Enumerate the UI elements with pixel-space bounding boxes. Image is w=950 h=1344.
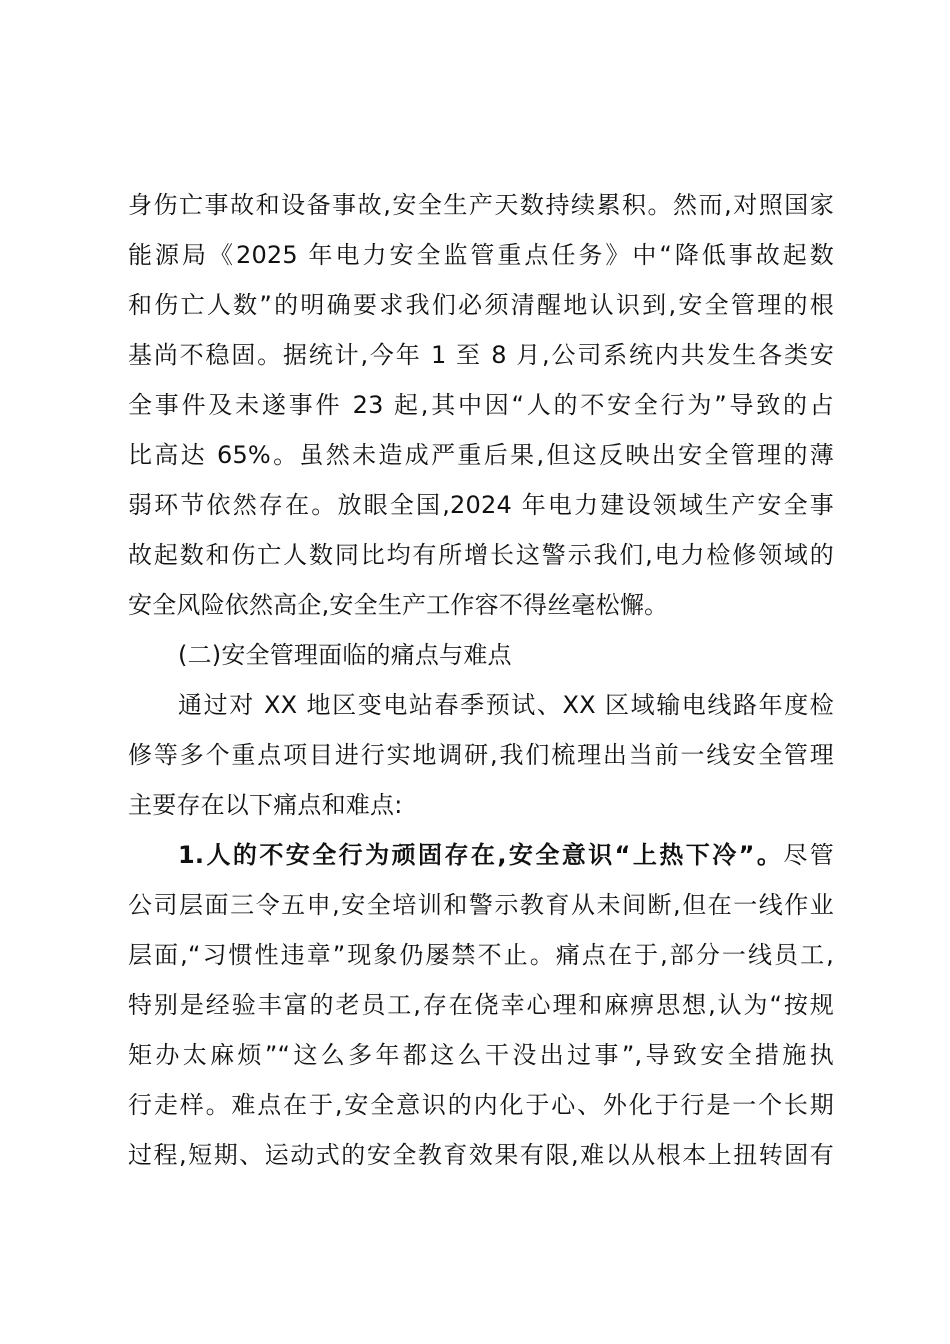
paragraph-1-line-3: 和伤亡人数”的明确要求我们必须清醒地认识到,安全管理的根 xyxy=(128,291,834,319)
point-1-bold-lead: 1.人的不安全行为顽固存在,安全意识“上热下冷”。 xyxy=(178,841,784,869)
point-1-line-7: 过程,短期、运动式的安全教育效果有限,难以从根本上扭转固有 xyxy=(128,1141,834,1169)
section-heading: (二)安全管理面临的痛点与难点 xyxy=(178,641,512,669)
point-1-line-4: 特别是经验丰富的老员工,存在侥幸心理和麻痹思想,认为“按规 xyxy=(128,991,834,1019)
point-1-line-6: 行走样。难点在于,安全意识的内化于心、外化于行是一个长期 xyxy=(128,1091,834,1119)
point-1-first-line-rest: 尽管 xyxy=(783,841,835,869)
paragraph-1-line-6: 比高达 65%。虽然未造成严重后果,但这反映出安全管理的薄 xyxy=(128,441,834,469)
paragraph-1-line-4: 基尚不稳固。据统计,今年 1 至 8 月,公司系统内共发生各类安 xyxy=(128,341,834,369)
paragraph-1-line-9: 安全风险依然高企,安全生产工作容不得丝毫松懈。 xyxy=(128,591,669,619)
paragraph-2-line-2: 修等多个重点项目进行实地调研,我们梳理出当前一线安全管理 xyxy=(128,741,834,769)
paragraph-2-line-1: 通过对 XX 地区变电站春季预试、XX 区域输电线路年度检 xyxy=(178,691,834,719)
paragraph-1-line-5: 全事件及未遂事件 23 起,其中因“人的不安全行为”导致的占 xyxy=(128,391,834,419)
point-1-line-5: 矩办太麻烦”“这么多年都这么干没出过事”,导致安全措施执 xyxy=(128,1041,834,1069)
point-1-line-3: 层面,“习惯性违章”现象仍屡禁不止。痛点在于,部分一线员工, xyxy=(128,941,834,969)
paragraph-1-line-2: 能源局《2025 年电力安全监管重点任务》中“降低事故起数 xyxy=(128,241,834,269)
paragraph-2-line-3: 主要存在以下痛点和难点: xyxy=(128,791,403,819)
point-1-line-2: 公司层面三令五申,安全培训和警示教育从未间断,但在一线作业 xyxy=(128,891,834,919)
paragraph-1-line-1: 身伤亡事故和设备事故,安全生产天数持续累积。然而,对照国家 xyxy=(128,191,834,219)
paragraph-1-line-7: 弱环节依然存在。放眼全国,2024 年电力建设领域生产安全事 xyxy=(128,491,834,519)
paragraph-1-line-8: 故起数和伤亡人数同比均有所增长这警示我们,电力检修领域的 xyxy=(128,541,834,569)
point-1-first-line xyxy=(178,835,834,875)
